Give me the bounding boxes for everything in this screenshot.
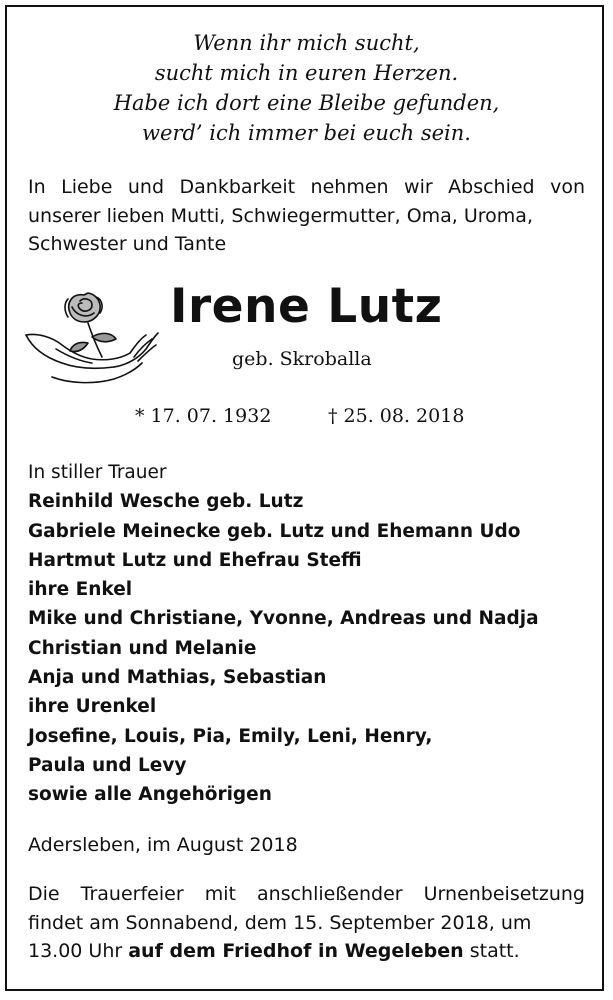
rose-in-hands-icon [22,283,162,391]
mourner-line: ihre Urenkel [28,696,157,718]
intro-line: In Liebe und Dankbarkeit nehmen wir Abschied von [28,176,585,198]
service-end: statt. [463,940,520,962]
mourner-line: Gabriele Meinecke geb. Lutz und Ehemann Udo [28,520,521,542]
service-time: 13.00 Uhr [28,940,129,962]
mourners-list [28,458,598,810]
mourner-line: ihre Enkel [28,579,133,601]
mourner-line: Paula und Levy [28,754,187,776]
mourner-line: Josefine, Louis, Pia, Emily, Leni, Henry, [28,725,433,747]
service-line: findet am Sonnabend, dem 15. September 2018, um [28,911,532,934]
intro-text [28,173,585,259]
service-location: auf dem Friedhof in Wegeleben [128,940,464,962]
mourner-line: sowie alle Angehörigen [28,784,272,806]
mourner-line: Christian und Melanie [28,637,257,659]
intro-line: unserer lieben Mutti, Schwiegermutter, Oma, Uroma, [28,204,533,227]
death-date: † 25. 08. 2018 [328,405,465,427]
intro-line: Schwester und Tante [28,233,227,255]
mourners-heading: In stiller Trauer [28,462,167,483]
service-line: Die Trauerfeier mit anschließender Urnenbeisetzung [28,883,585,905]
poem-line: werd’ ich immer bei euch sein. [142,121,471,145]
mourner-line: Reinhild Wesche geb. Lutz [28,491,304,513]
poem [0,28,613,148]
birth-name: geb. Skroballa [232,348,372,370]
deceased-name: Irene Lutz [170,279,443,334]
mourner-line: Mike und Christiane, Yvonne, Andreas und Nadja [28,608,539,630]
poem-line: Wenn ihr mich sucht, [193,31,420,55]
place-date: Adersleben, im August 2018 [28,834,298,856]
poem-line: Habe ich dort eine Bleibe gefunden, [113,91,500,115]
poem-line: sucht mich in euren Herzen. [154,61,459,85]
service-info [28,880,585,966]
mourner-line: Anja und Mathias, Sebastian [28,667,327,689]
mourner-line: Hartmut Lutz und Ehefrau Steffi [28,549,362,571]
birth-date: * 17. 07. 1932 [135,405,272,427]
